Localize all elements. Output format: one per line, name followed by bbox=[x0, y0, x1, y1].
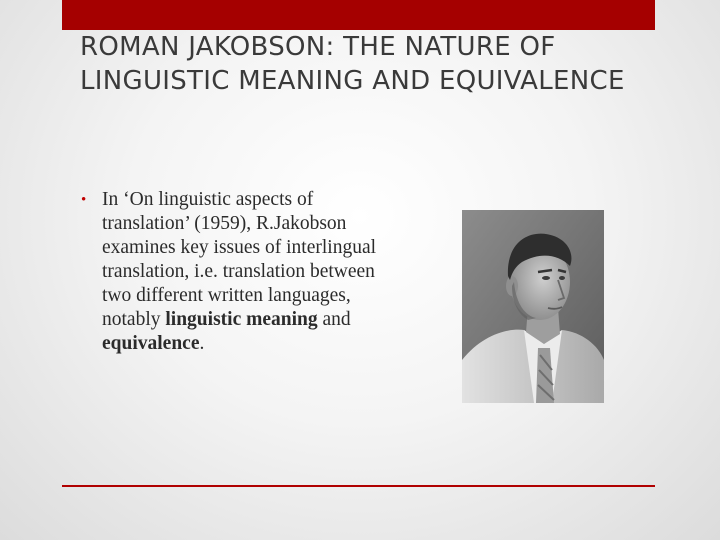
bullet-text-part1: In ‘On linguistic aspects of translation’ (1959), R.Jakobson examines key issues of interlingual translation, i.e. translation between two different written languages, notably bbox=[102, 189, 377, 330]
bottom-divider bbox=[62, 485, 655, 487]
bullet-bold-meaning: linguistic meaning bbox=[165, 309, 318, 330]
portrait-eye-right bbox=[559, 276, 565, 280]
top-accent-bar bbox=[62, 0, 655, 30]
slide-title: ROMAN JAKOBSON: THE NATURE OF LINGUISTIC MEANING AND EQUIVALENCE bbox=[80, 32, 625, 96]
bullet-item bbox=[80, 188, 380, 356]
bullet-dot-icon: • bbox=[81, 192, 87, 208]
bullet-text bbox=[102, 189, 376, 354]
bullet-text-part3: . bbox=[199, 333, 205, 354]
portrait-eye-left bbox=[542, 276, 550, 280]
bullet-text-part2: and bbox=[317, 309, 351, 330]
portrait-photo bbox=[462, 210, 604, 403]
bullet-list bbox=[80, 188, 380, 356]
portrait-icon bbox=[462, 210, 604, 403]
bullet-bold-equivalence: equivalence bbox=[102, 333, 200, 354]
